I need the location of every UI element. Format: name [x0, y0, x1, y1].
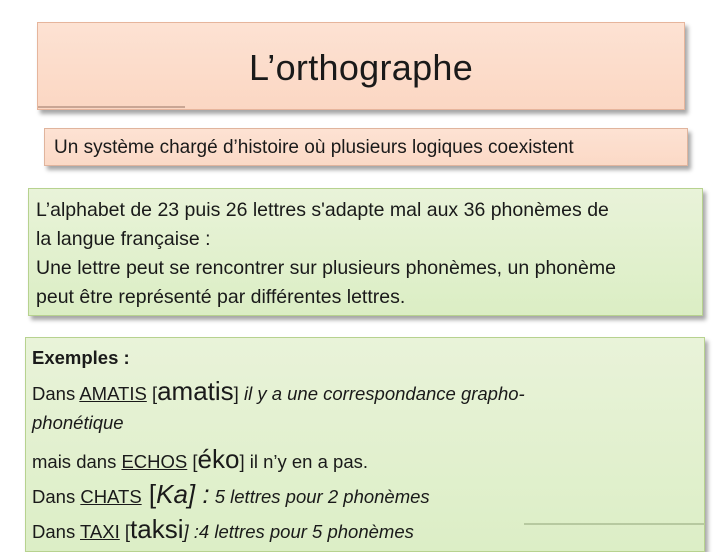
intro-line: Une lettre peut se rencontrer sur plusieurs phonèmes, un phonème — [36, 257, 616, 279]
example-word: TAXI — [80, 521, 120, 542]
example-amatis-continued — [32, 412, 124, 434]
title-box — [37, 22, 685, 110]
phonetic-transcription: Ka — [156, 479, 188, 509]
intro-line: la langue française : — [36, 228, 211, 250]
example-comment: il y a une correspondance grapho- — [238, 383, 525, 404]
example-prefix: Dans — [32, 486, 81, 507]
example-taxi — [32, 514, 414, 545]
slide-title: L’orthographe — [248, 47, 474, 88]
slide-subtitle: Un système chargé d’histoire où plusieurs logiques coexistent — [54, 137, 574, 158]
example-chats — [32, 479, 430, 510]
bracket-open: [ — [187, 451, 198, 472]
example-comment: il n’y en a pas. — [244, 451, 369, 472]
examples-heading: Exemples : — [32, 347, 130, 368]
example-comment: 5 lettres pour 2 phonèmes — [209, 486, 430, 507]
example-prefix: Dans — [32, 383, 80, 404]
example-echos — [32, 444, 368, 475]
phonetic-transcription: taksi — [130, 514, 184, 544]
example-prefix: Dans — [32, 521, 80, 542]
phonetic-transcription: amatis — [157, 376, 234, 406]
bracket-close: ] : — [187, 479, 210, 509]
example-word: AMATIS — [79, 383, 147, 404]
bracket-open: [ — [119, 521, 131, 542]
example-comment: 4 lettres pour 5 phonèmes — [198, 521, 414, 542]
example-amatis — [32, 376, 525, 407]
bracket-close: ] — [239, 451, 245, 472]
intro-line: peut être représenté par différentes lettres. — [36, 286, 406, 308]
intro-line: L’alphabet de 23 puis 26 lettres s'adapte mal aux 36 phonèmes de — [36, 199, 609, 221]
bracket-open: [ — [146, 383, 158, 404]
example-prefix: mais dans — [32, 451, 122, 472]
bracket-close: ] : — [183, 521, 199, 542]
bracket-close: ] — [233, 383, 239, 404]
intro-box — [28, 188, 703, 316]
example-word: ECHOS — [121, 451, 188, 472]
example-word: CHATS — [80, 486, 142, 507]
examples-box — [25, 337, 705, 552]
examples-underline-decoration — [524, 523, 704, 525]
bracket-open: [ — [141, 479, 157, 509]
title-underline-decoration — [38, 106, 185, 108]
examples-heading-line — [32, 347, 130, 369]
example-comment-continued: phonétique — [32, 412, 124, 433]
subtitle-box — [44, 128, 688, 166]
phonetic-transcription: éko — [197, 444, 240, 474]
